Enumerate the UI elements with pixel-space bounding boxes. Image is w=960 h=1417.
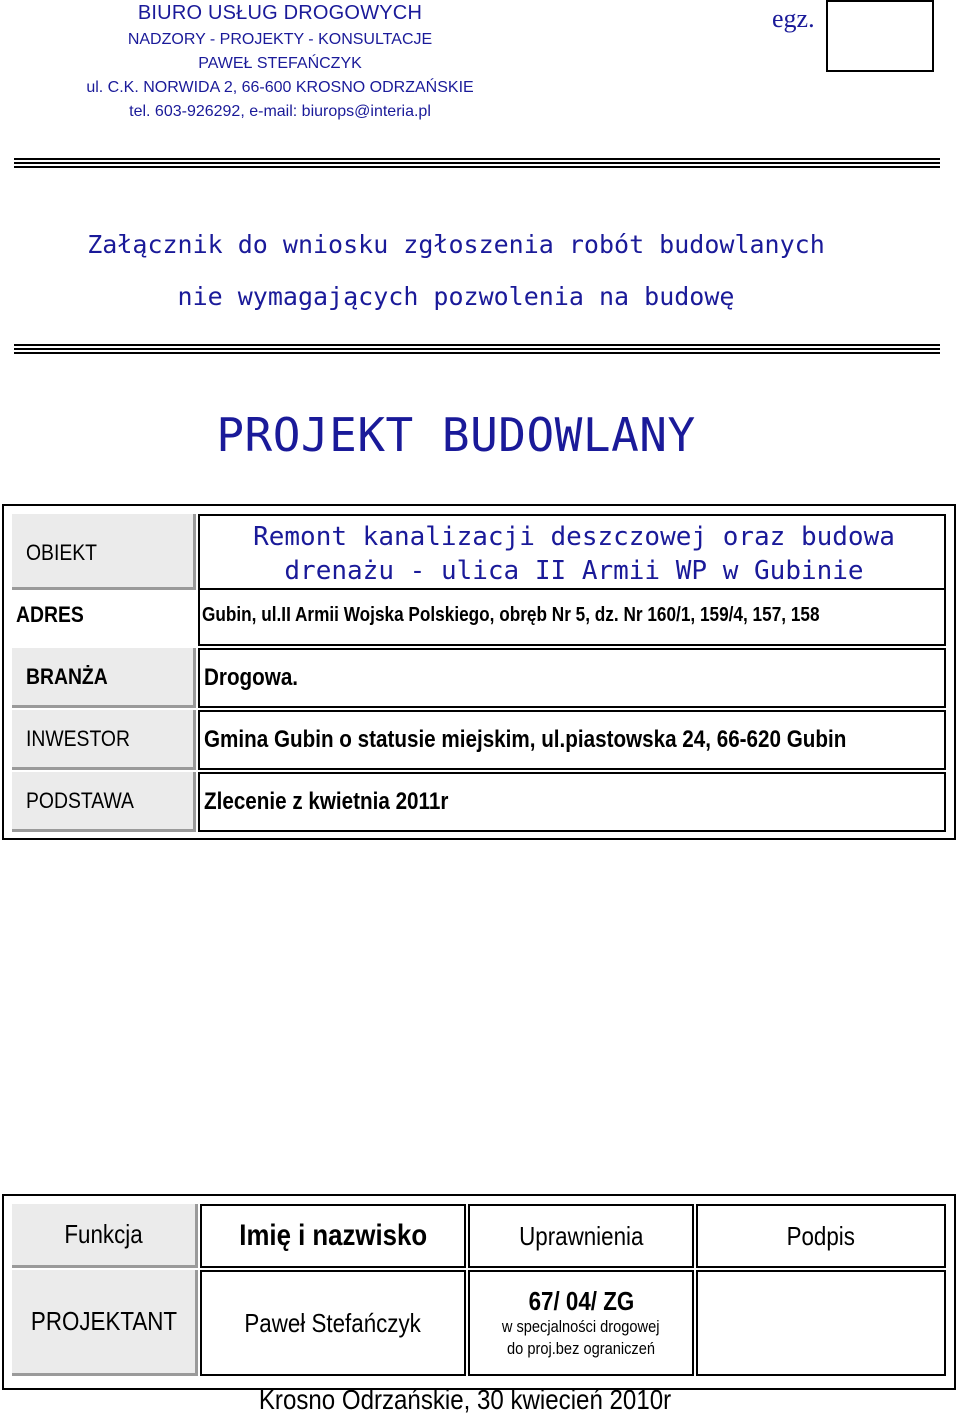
attachment-line-1: Załącznik do wniosku zgłoszenia robót budowlanych: [87, 230, 825, 259]
license-cell: [468, 1270, 694, 1376]
header-uprawnienia-cell: [468, 1204, 694, 1268]
company-name: BIURO USŁUG DROGOWYCH: [137, 2, 423, 24]
attachment-line-2: nie wymagających pozwolenia na budowę: [177, 282, 735, 311]
podstawa-value: Zlecenie z kwietnia 2011r: [204, 788, 449, 815]
adres-value-cell: [198, 590, 946, 646]
signature-table: [2, 1194, 956, 1390]
copy-label: egz.: [772, 4, 815, 33]
obiekt-value-line-1: Remont kanalizacji deszczowej oraz budowa: [253, 522, 895, 552]
designer-name: Paweł Stefańczyk: [244, 1307, 422, 1338]
signature-cell: [696, 1270, 946, 1376]
inwestor-label: INWESTOR: [26, 726, 130, 751]
header-imie-cell: [200, 1204, 466, 1268]
branza-label-cell: [12, 648, 196, 708]
role-cell: [12, 1270, 198, 1376]
branza-value: Drogowa.: [204, 664, 299, 691]
company-services: NADZORY - PROJEKTY - KONSULTACJE: [127, 31, 433, 48]
inwestor-label-cell: [12, 710, 196, 770]
header-funkcja-cell: [12, 1204, 198, 1268]
role: PROJEKTANT: [30, 1306, 177, 1336]
company-owner: PAWEŁ STEFAŃCZYK: [198, 55, 362, 72]
branza-label: BRANŻA: [26, 664, 108, 689]
company-contact: tel. 603-926292, e-mail: biurops@interia.pl: [129, 103, 431, 120]
top-divider: [14, 158, 940, 169]
adres-label: ADRES: [16, 602, 84, 627]
obiekt-label: OBIEKT: [26, 540, 98, 565]
obiekt-label-cell: [12, 514, 196, 590]
license-line-1: w specjalności drogowej: [502, 1317, 660, 1336]
inwestor-value: Gmina Gubin o statusie miejskim, ul.piastowska 24, 66-620 Gubin: [204, 726, 847, 753]
license-number: 67/ 04/ ZG: [528, 1286, 634, 1316]
company-address: ul. C.K. NORWIDA 2, 66-600 KROSNO ODRZAŃSKIE: [86, 79, 474, 96]
place-and-date: Krosno Odrzańskie, 30 kwiecień 2010r: [258, 1384, 672, 1415]
middle-divider: [14, 344, 940, 355]
header-funkcja: Funkcja: [64, 1219, 143, 1249]
adres-value: Gubin, ul.II Armii Wojska Polskiego, obręb Nr 5, dz. Nr 160/1, 159/4, 157, 158: [202, 604, 820, 626]
header-podpis-cell: [696, 1204, 946, 1268]
branza-value-cell: [198, 648, 946, 708]
header-uprawnienia: Uprawnienia: [518, 1220, 644, 1251]
license-line-2: do proj.bez ograniczeń: [507, 1339, 655, 1358]
project-info-table: [2, 504, 956, 840]
designer-name-cell: [200, 1270, 466, 1376]
document-title: PROJEKT BUDOWLANY: [216, 408, 696, 462]
header-podpis: Podpis: [786, 1220, 856, 1251]
copy-number-box: [826, 0, 934, 72]
header-imie: Imię i nazwisko: [239, 1219, 427, 1252]
obiekt-value-line-2: drenażu - ulica II Armii WP w Gubinie: [284, 556, 864, 586]
podstawa-value-cell: [198, 772, 946, 832]
podstawa-label: PODSTAWA: [26, 788, 134, 813]
inwestor-value-cell: [198, 710, 946, 770]
podstawa-label-cell: [12, 772, 196, 832]
obiekt-value-cell: [198, 514, 946, 590]
